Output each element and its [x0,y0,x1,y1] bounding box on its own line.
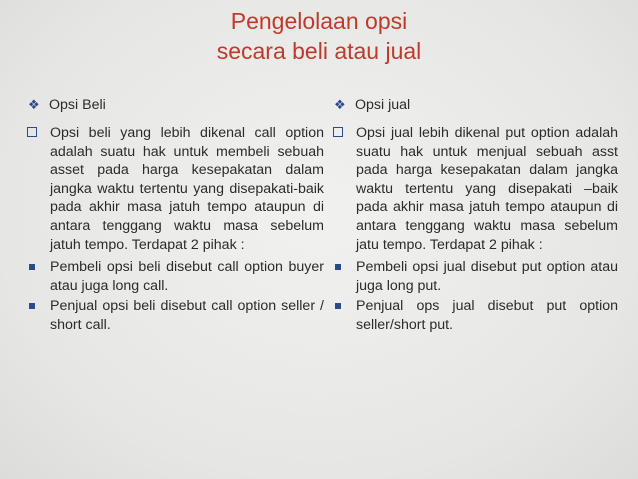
square-bullet-icon [335,264,341,270]
left-point-1-text: Pembeli opsi beli disebut call option buyer atau juga long call. [50,259,324,294]
square-bullet-icon [29,303,35,309]
left-point-2-text: Penjual opsi beli disebut call option seller / short call. [50,298,324,333]
right-heading-label: Opsi jual [355,97,411,113]
right-definition [330,124,618,254]
left-definition-text: Opsi beli yang lebih dikenal call option adalah suatu hak untuk membeli sebuah asset pada harga kesepakatan dalam jangka waktu tertentu yang disepakati-baik pada akhir masa jatuh tempo ataupun di antara tenggang waktu masa sebelum jatuh tempo. Terdapat 2 pihak : [50,125,324,253]
right-column [330,96,618,337]
right-point-1-text: Pembeli opsi jual disebut put option atau juga long put. [356,259,618,294]
right-point-1 [330,258,618,295]
right-heading [330,96,618,115]
square-bullet-icon [335,303,341,309]
right-definition-text: Opsi jual lebih dikenal put option adalah suatu hak untuk menjual sebuah asst pada harga kesepakatan dalam jangka waktu tertentu yang disepakati –baik pada akhir masa jatuh tempo ataupun di antara tenggang waktu masa sebelum jatu tempo. Terdapat 2 pihak : [356,125,618,253]
left-point-1 [24,258,324,295]
title-line-2: secara beli atau jual [216,38,422,64]
left-definition [24,124,324,254]
left-point-2 [24,297,324,334]
checkbox-icon [27,127,37,137]
diamond-cluster-icon: ❖ [334,97,346,112]
right-point-2 [330,297,618,334]
right-point-2-text: Penjual ops jual disebut put option seller/short put. [356,298,618,333]
square-bullet-icon [29,264,35,270]
checkbox-icon [333,127,343,137]
left-column [24,96,324,337]
slide-title [0,6,638,66]
left-heading-label: Opsi Beli [49,97,106,113]
left-heading [24,96,324,115]
title-line-1: Pengelolaan opsi [230,8,408,34]
diamond-cluster-icon: ❖ [28,97,40,112]
